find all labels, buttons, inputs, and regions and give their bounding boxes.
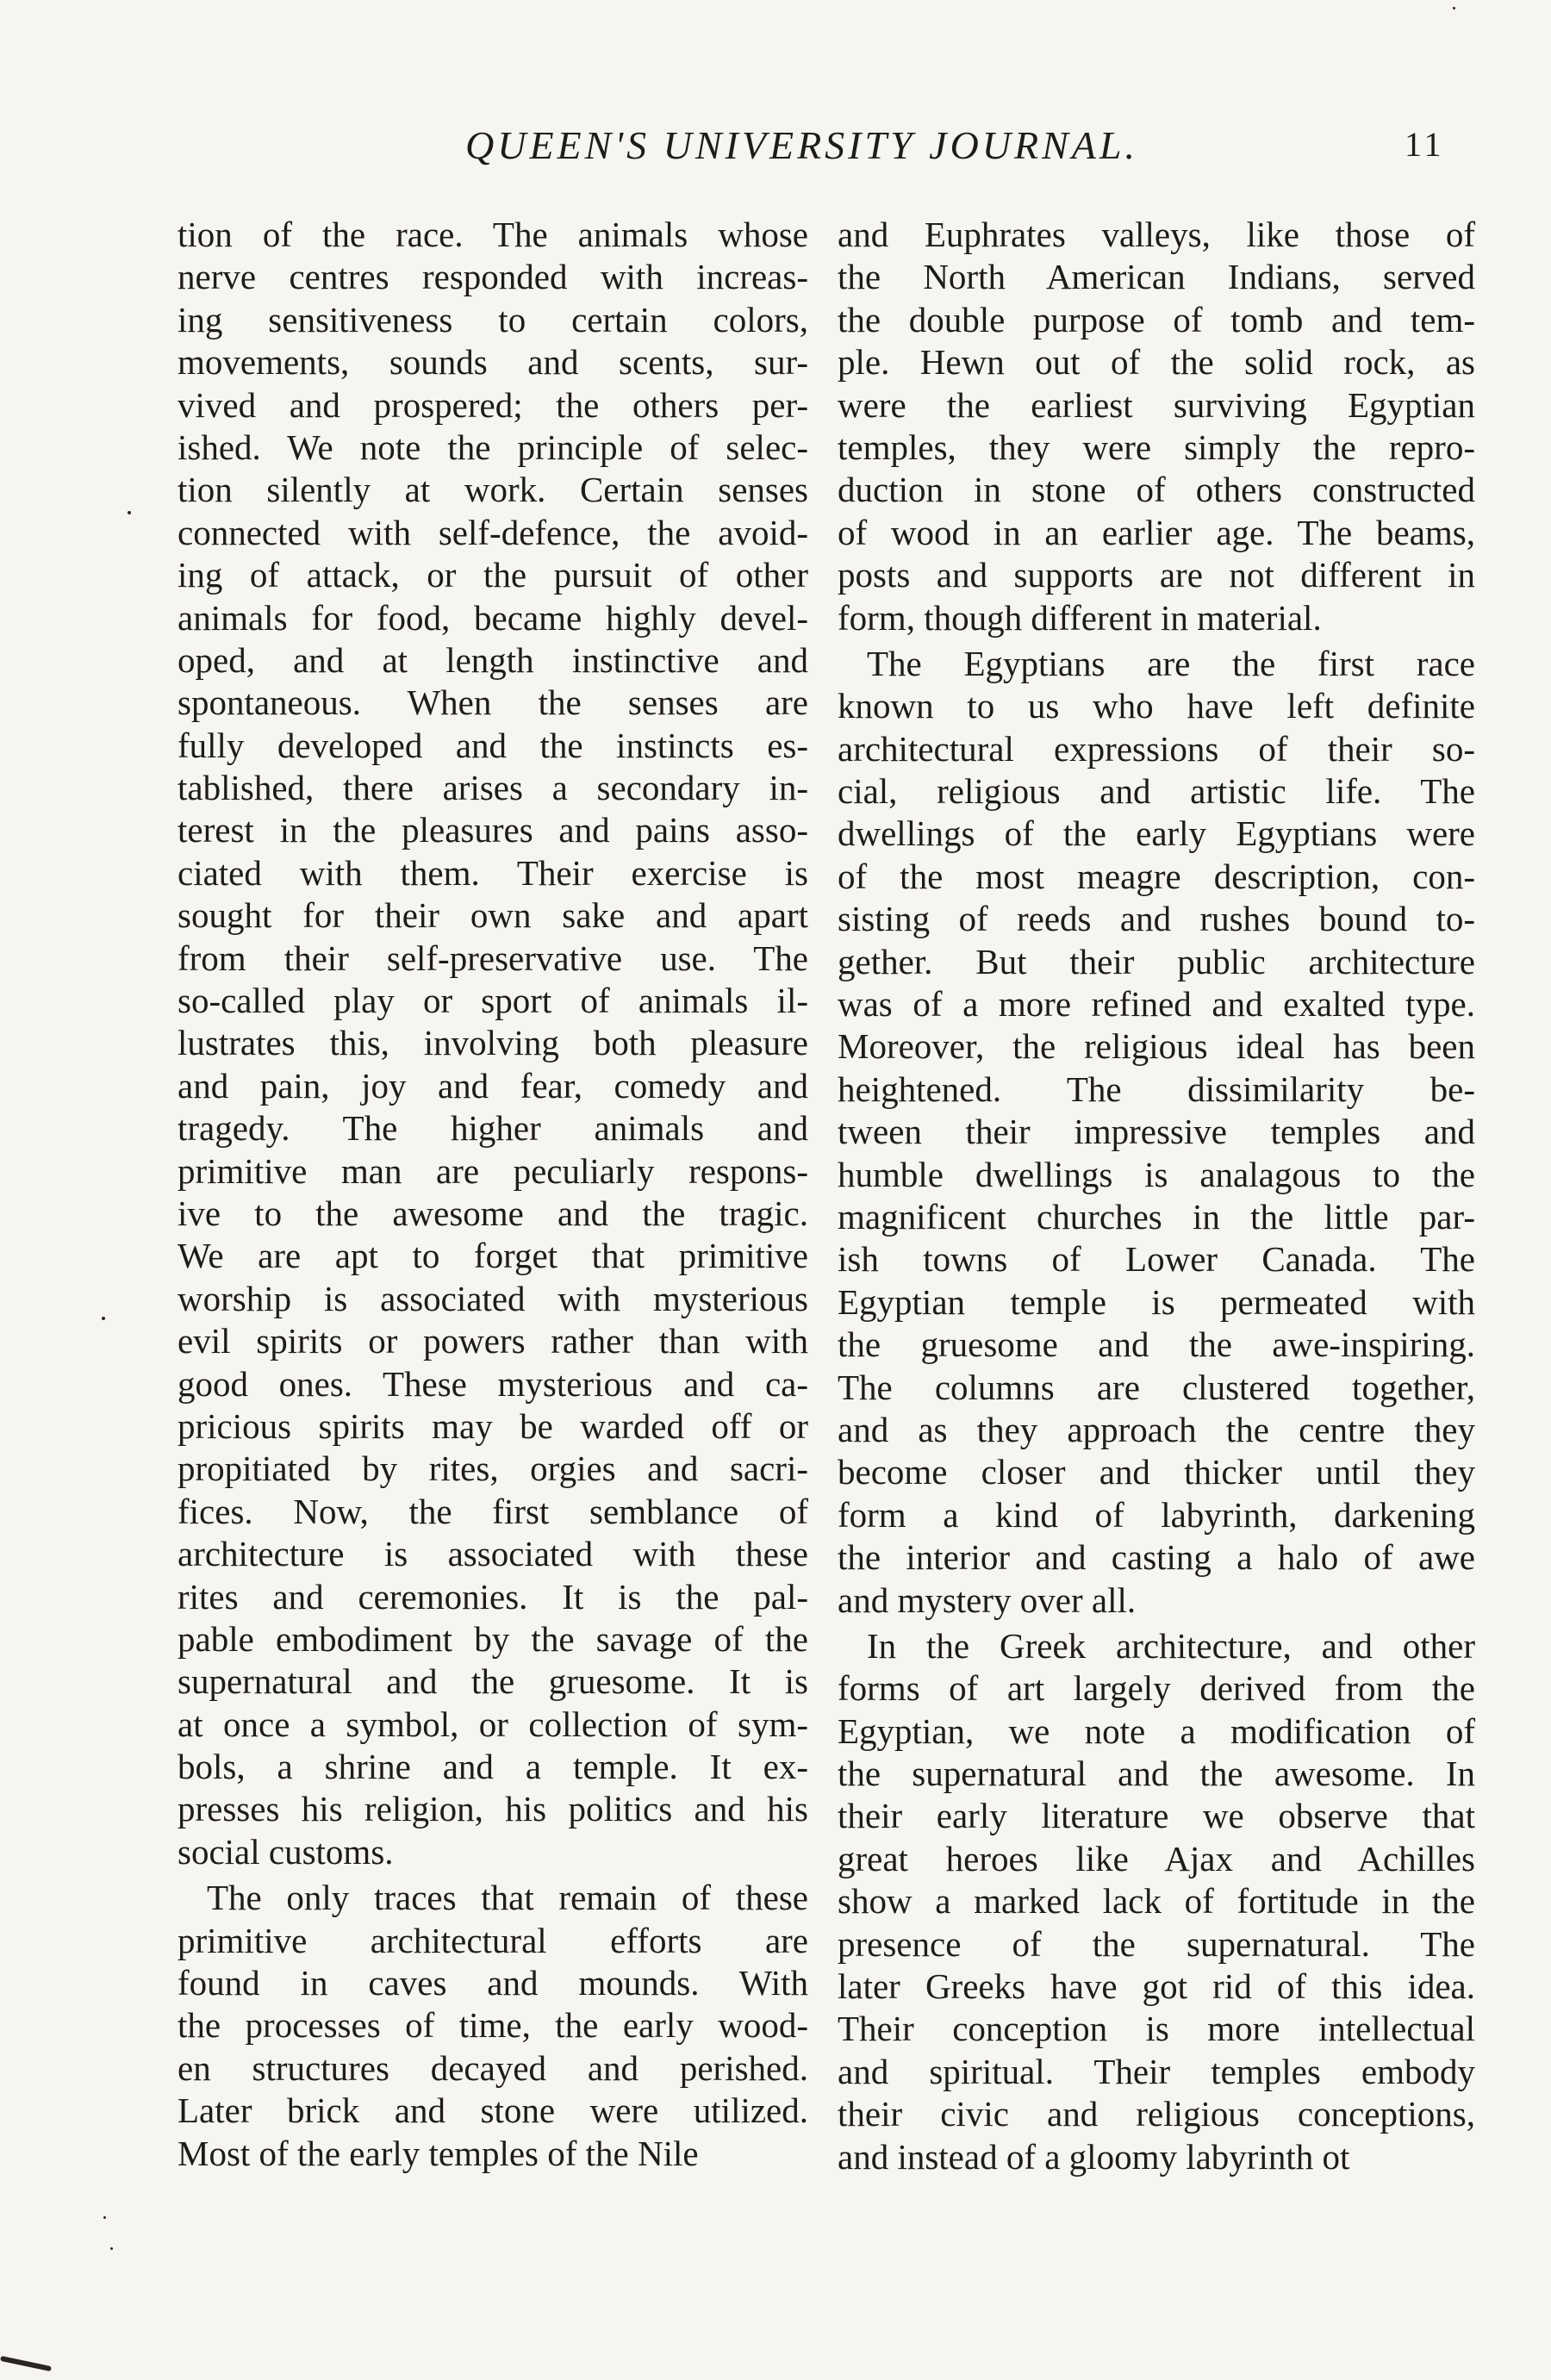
text-line: and instead of a gloomy labyrinth ot bbox=[838, 2136, 1350, 2177]
journal-title: QUEEN'S UNIVERSITY JOURNAL. bbox=[465, 123, 1138, 167]
text-line: presence of the supernatural. The bbox=[838, 1923, 1475, 1964]
text-line: forms of art largely derived from the bbox=[838, 1668, 1475, 1709]
text-line: primitive architectural efforts are bbox=[178, 1920, 808, 1960]
text-line: the gruesome and the awe-inspiring. bbox=[838, 1324, 1475, 1365]
page-number: 11 bbox=[1405, 125, 1445, 164]
text-line: later Greeks have got rid of this idea. bbox=[838, 1966, 1475, 2007]
text-line: heightened. The dissimilarity be- bbox=[838, 1069, 1475, 1109]
text-line: good ones. These mysterious and ca- bbox=[178, 1363, 808, 1404]
text-line: The columns are clustered together, bbox=[838, 1367, 1475, 1407]
text-line: ing sensitiveness to certain colors, bbox=[178, 299, 808, 340]
text-line: rites and ceremonies. It is the pal- bbox=[178, 1576, 808, 1617]
text-line: sought for their own sake and apart bbox=[178, 895, 808, 936]
text-line: at once a symbol, or collection of sym- bbox=[178, 1704, 808, 1744]
text-line: pable embodiment by the savage of the bbox=[178, 1618, 808, 1659]
text-line: animals for food, became highly devel- bbox=[178, 597, 808, 638]
text-line: magnificent churches in the little par- bbox=[838, 1196, 1475, 1237]
text-line: found in caves and mounds. With bbox=[178, 1963, 808, 2003]
text-line: sisting of reeds and rushes bound to- bbox=[838, 899, 1475, 939]
text-line: ple. Hewn out of the solid rock, as bbox=[838, 342, 1475, 383]
text-line: known to us who have left definite bbox=[838, 686, 1475, 726]
text-line: their civic and religious conceptions, bbox=[838, 2094, 1475, 2134]
text-line: social customs. bbox=[178, 1831, 394, 1872]
text-line: gether. But their public architecture bbox=[838, 941, 1475, 981]
text-line: of wood in an earlier age. The beams, bbox=[838, 512, 1475, 552]
text-line: and as they approach the centre they bbox=[838, 1409, 1475, 1449]
text-line: ished. We note the principle of selec- bbox=[178, 427, 808, 467]
text-line: architecture is associated with these bbox=[178, 1534, 808, 1574]
text-line: Egyptian, we note a modification of bbox=[838, 1710, 1475, 1751]
right-column bbox=[838, 214, 1475, 2178]
scan-speck bbox=[102, 1317, 105, 1320]
text-line: Most of the early temples of the Nile bbox=[178, 2133, 699, 2173]
text-line: tragedy. The higher animals and bbox=[178, 1108, 808, 1149]
text-line: show a marked lack of fortitude in the bbox=[838, 1881, 1475, 1922]
text-line: primitive man are peculiarly respons- bbox=[178, 1150, 808, 1191]
text-line: worship is associated with mysterious bbox=[178, 1278, 808, 1318]
text-line: were the earliest surviving Egyptian bbox=[838, 384, 1475, 425]
text-line: evil spirits or powers rather than with bbox=[178, 1321, 808, 1361]
text-line: nerve centres responded with increas- bbox=[178, 257, 808, 297]
left-column bbox=[178, 214, 808, 2175]
text-line: tablished, there arises a secondary in- bbox=[178, 768, 808, 808]
text-line: ish towns of Lower Canada. The bbox=[838, 1239, 1475, 1280]
text-line: propitiated by rites, orgies and sacri- bbox=[178, 1449, 808, 1489]
text-line: presses his religion, his politics and his bbox=[178, 1789, 808, 1829]
text-line: so-called play or sport of animals il- bbox=[178, 981, 808, 1021]
text-line: vived and prospered; the others per- bbox=[178, 384, 808, 425]
text-line: terest in the pleasures and pains asso- bbox=[178, 810, 808, 850]
text-line: the double purpose of tomb and tem- bbox=[838, 299, 1475, 340]
text-line: great heroes like Ajax and Achilles bbox=[838, 1838, 1475, 1878]
text-line: fully developed and the instincts es- bbox=[178, 725, 808, 765]
text-line: and Euphrates valleys, like those of bbox=[838, 215, 1475, 254]
scan-speck bbox=[128, 511, 131, 514]
text-line: movements, sounds and scents, sur- bbox=[178, 342, 808, 383]
page-header bbox=[0, 122, 1551, 174]
text-line: ciated with them. Their exercise is bbox=[178, 852, 808, 893]
text-line: bols, a shrine and a temple. It ex- bbox=[178, 1747, 808, 1787]
text-line: humble dwellings is analagous to the bbox=[838, 1154, 1475, 1194]
text-line: was of a more refined and exalted type. bbox=[838, 984, 1475, 1025]
text-line: form, though different in material. bbox=[838, 597, 1322, 638]
text-line: from their self-preservative use. The bbox=[178, 938, 808, 978]
text-line: their early literature we observe that bbox=[838, 1796, 1475, 1836]
text-line: dwellings of the early Egyptians were bbox=[838, 813, 1475, 854]
text-line: tion of the race. The animals whose bbox=[178, 215, 808, 254]
text-line: and mystery over all. bbox=[838, 1579, 1137, 1620]
text-line: Later brick and stone were utilized. bbox=[178, 2090, 808, 2131]
text-line: In the Greek architecture, and other bbox=[867, 1625, 1475, 1666]
text-line: supernatural and the gruesome. It is bbox=[178, 1661, 808, 1702]
scan-speck bbox=[103, 2216, 106, 2219]
text-line: duction in stone of others constructed bbox=[838, 470, 1475, 510]
text-line: pricious spirits may be warded off or bbox=[178, 1405, 808, 1446]
text-line: ing of attack, or the pursuit of other bbox=[178, 555, 808, 595]
text-line: en structures decayed and perished. bbox=[178, 2047, 808, 2088]
text-line: the North American Indians, served bbox=[838, 257, 1475, 297]
text-line: and spiritual. Their temples embody bbox=[838, 2051, 1475, 2091]
text-line: oped, and at length instinctive and bbox=[178, 639, 808, 680]
text-line: architectural expressions of their so- bbox=[838, 728, 1475, 769]
text-line: ive to the awesome and the tragic. bbox=[178, 1193, 808, 1233]
text-line: fices. Now, the first semblance of bbox=[178, 1491, 808, 1531]
text-line: connected with self-defence, the avoid- bbox=[178, 512, 808, 552]
text-line: spontaneous. When the senses are bbox=[178, 682, 808, 723]
scan-speck bbox=[1453, 7, 1455, 9]
text-line: Their conception is more intellectual bbox=[838, 2009, 1475, 2049]
text-line: Egyptian temple is permeated with bbox=[838, 1281, 1475, 1322]
text-line: tween their impressive temples and bbox=[838, 1112, 1475, 1152]
text-line: We are apt to forget that primitive bbox=[178, 1236, 808, 1276]
text-line: posts and supports are not different in bbox=[838, 555, 1475, 595]
scan-speck bbox=[110, 2247, 113, 2250]
text-line: Moreover, the religious ideal has been bbox=[838, 1026, 1475, 1067]
text-line: cial, religious and artistic life. The bbox=[838, 771, 1475, 812]
text-line: the processes of time, the early wood- bbox=[178, 2005, 808, 2046]
scan-corner-mark bbox=[0, 2356, 52, 2371]
text-line: The only traces that remain of these bbox=[207, 1878, 808, 1918]
text-line: tion silently at work. Certain senses bbox=[178, 470, 808, 510]
text-line: become closer and thicker until they bbox=[838, 1452, 1475, 1492]
text-line: the interior and casting a halo of awe bbox=[838, 1537, 1475, 1578]
text-line: of the most meagre description, con- bbox=[838, 856, 1475, 896]
text-line: the supernatural and the awesome. In bbox=[838, 1754, 1475, 1794]
text-line: temples, they were simply the repro- bbox=[838, 427, 1475, 467]
text-line: and pain, joy and fear, comedy and bbox=[178, 1065, 808, 1106]
text-line: form a kind of labyrinth, darkening bbox=[838, 1494, 1475, 1535]
text-line: The Egyptians are the first race bbox=[867, 643, 1475, 683]
text-line: lustrates this, involving both pleasure bbox=[178, 1023, 808, 1063]
